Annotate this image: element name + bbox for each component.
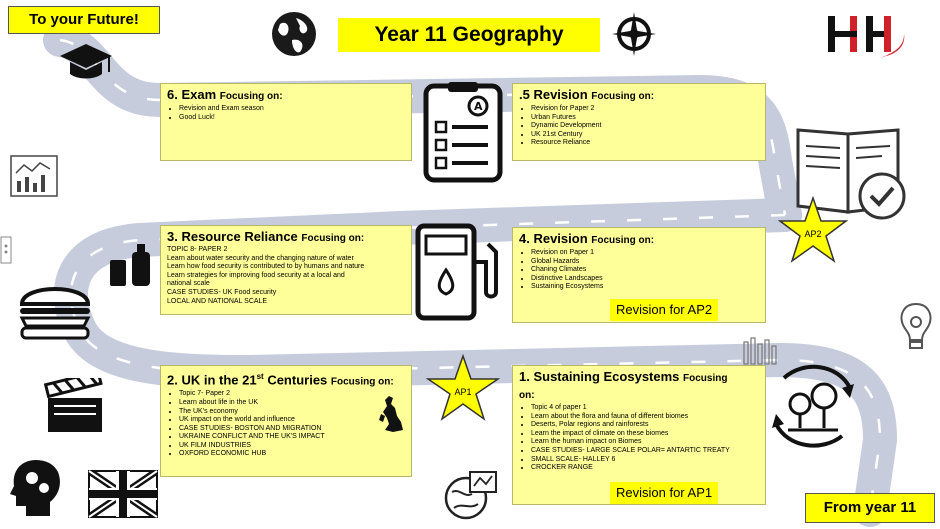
list-item: • Topic 4 of paper 1	[531, 404, 751, 413]
ap2-star-label: AP2	[804, 229, 822, 239]
bar-chart-icon	[10, 155, 58, 197]
list-item: • UK impact on the world and influence	[179, 416, 379, 425]
checklist-clipboard-icon	[422, 80, 504, 184]
card-resource-title: 3. Resource Reliance	[167, 229, 298, 244]
list-item: • Good Luck!	[179, 114, 405, 123]
list-item: • UK 21st Century	[531, 131, 759, 140]
lightbulb-icon	[896, 300, 936, 356]
card-revision-5-title: .5 Revision	[519, 87, 588, 102]
list-item: • Learn about life in the UK	[179, 399, 379, 408]
clapperboard-icon	[44, 378, 106, 434]
card-eco-heading	[519, 369, 759, 403]
card-uk-21st	[160, 365, 412, 477]
burger-icon	[18, 276, 92, 340]
list-item: • Distinctive Landscapes	[531, 275, 759, 284]
card-revision-4-title: 4. Revision	[519, 231, 588, 246]
card-revision-5	[512, 83, 766, 161]
card-uk-heading	[167, 369, 405, 389]
list-item: • UKRAINE CONFLICT AND THE UK'S IMPACT	[179, 433, 379, 442]
revision-ap2-badge: Revision for AP2	[610, 299, 718, 321]
hh-logo	[826, 12, 910, 68]
card-revision-5-focus: Focusing on:	[591, 91, 655, 102]
list-item: • CASE STUDIES- LARGE SCALE POLAR= ANTARTIC TREATY	[531, 447, 751, 456]
card-resource-reliance	[160, 225, 412, 315]
list-item: • Revision and Exam season	[179, 105, 405, 114]
to-your-future-label: To your Future!	[8, 6, 160, 34]
card-resource-line: TOPIC 8- PAPER 2	[167, 246, 228, 253]
card-revision-5-heading	[519, 87, 759, 104]
list-item: • UK FILM INDUSTRIES	[179, 442, 379, 451]
list-item: • Urban Futures	[531, 114, 759, 123]
page-title: Year 11 Geography	[338, 18, 600, 52]
card-revision-4-focus: Focusing on:	[591, 235, 655, 246]
svg-text:A: A	[474, 100, 483, 113]
list-item: • Deserts, Polar regions and rainforests	[531, 421, 751, 430]
map-pointer-icon	[444, 468, 498, 526]
card-exam-title: 6. Exam	[167, 87, 217, 102]
graduation-cap-icon	[56, 38, 114, 86]
list-item: • The UK's economy	[179, 408, 379, 417]
ap1-star	[426, 354, 500, 422]
head-gears-icon	[10, 458, 62, 518]
revision-ap1-badge: Revision for AP1	[610, 482, 718, 504]
list-item: • Revision for Paper 2	[531, 105, 759, 114]
card-resource-line: national scale	[167, 280, 210, 288]
tree-cycle-icon	[764, 358, 862, 454]
list-item: • Resource Reliance	[531, 139, 759, 148]
side-handle-icon	[0, 236, 12, 264]
list-item: • Topic 7- Paper 2	[179, 390, 379, 399]
card-resource-line: Learn about water security and the changing nature of water	[167, 254, 354, 262]
water-bottle-icon	[106, 238, 156, 288]
card-eco-focus-2: on:	[519, 390, 535, 401]
from-year-11-label: From year 11	[805, 493, 935, 523]
card-uk-title-sup: st	[256, 372, 264, 381]
card-resource-line: Learn strategies for improving food security at a local and	[167, 271, 345, 279]
card-eco-title: 1. Sustaining Ecosystems	[519, 369, 680, 384]
card-resource-line: CASE STUDIES- UK Food security	[167, 288, 277, 296]
card-exam-heading	[167, 87, 405, 104]
card-exam-focus: Focusing on:	[219, 91, 283, 102]
card-uk-title-b: Centuries	[263, 372, 328, 388]
list-item: • Learn the impact of climate on these biomes	[531, 430, 751, 439]
list-item: • CASE STUDIES- BOSTON AND MIGRATION	[179, 425, 379, 434]
list-item: • OXFORD ECONOMIC HUB	[179, 450, 379, 459]
card-resource-line: LOCAL AND NATIONAL SCALE	[167, 297, 268, 305]
list-item: • SMALL SCALE- HALLEY 6	[531, 456, 751, 465]
card-exam	[160, 83, 412, 161]
list-item: • Chaning Climates	[531, 266, 759, 275]
list-item: • Learn the human impact on Biomes	[531, 438, 751, 447]
compass-icon	[610, 10, 658, 58]
union-jack-icon	[88, 470, 158, 518]
list-item: • CROCKER RANGE	[531, 464, 751, 473]
card-resource-heading	[167, 229, 405, 246]
list-item: • Global Hazards	[531, 258, 759, 267]
ap1-star-label: AP1	[454, 387, 472, 397]
card-uk-focus: Focusing on:	[330, 376, 394, 388]
list-item: • Learn about the flora and fauna of different biomes	[531, 413, 751, 422]
uk-map-icon	[379, 394, 405, 434]
card-resource-line: Learn how food security is contributed to by humans and nature	[167, 263, 365, 271]
card-eco-focus: Focusing	[683, 373, 728, 384]
card-resource-focus: Focusing on:	[301, 233, 365, 244]
list-item: • Revision on Paper 1	[531, 249, 759, 258]
card-uk-title-a: 2. UK in the 21	[167, 372, 257, 388]
fuel-pump-icon	[414, 222, 506, 322]
card-revision-4-heading	[519, 231, 759, 248]
ap2-star	[778, 196, 848, 264]
list-item: • Dynamic Development	[531, 122, 759, 131]
globe-icon	[270, 10, 318, 58]
list-item: • Sustaining Ecosystems	[531, 283, 759, 292]
